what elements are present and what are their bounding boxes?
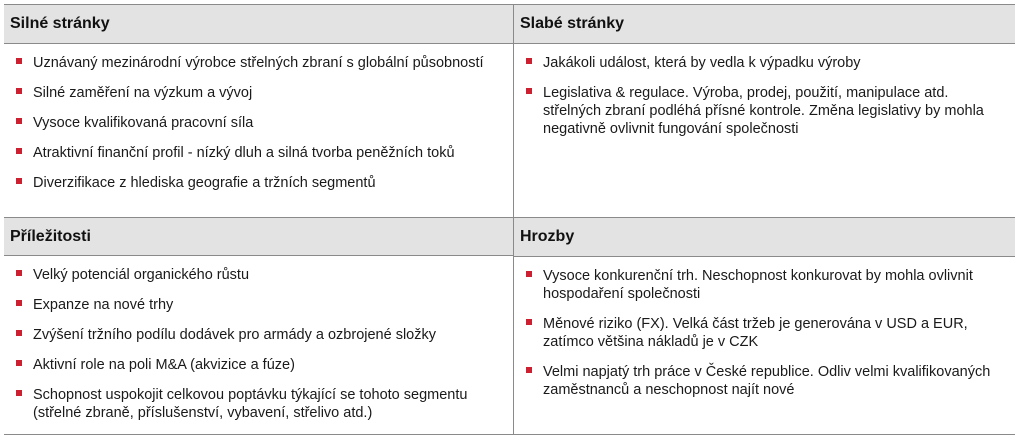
list-item — [4, 326, 513, 344]
list-item — [514, 84, 1015, 138]
list-item-text: Aktivní role na poli M&A (akvizice a fúze) — [33, 357, 295, 373]
list-item-text: Atraktivní finanční profil - nízký dluh a silná tvorba peněžních toků — [33, 145, 455, 161]
threats-cell — [513, 217, 1015, 434]
square-bullet-icon — [16, 88, 22, 94]
list-item — [4, 114, 513, 132]
square-bullet-icon — [526, 319, 532, 325]
list-item — [514, 267, 1015, 303]
list-item-text: Zvýšení tržního podílu dodávek pro armády a ozbrojené složky — [33, 327, 436, 343]
list-item-text: Expanze na nové trhy — [33, 297, 174, 313]
list-item-text: Schopnost uspokojit celkovou poptávku týkající se tohoto segmentu (střelné zbraně, příslušenství, vybavení, střelivo atd.) — [33, 387, 468, 421]
square-bullet-icon — [16, 178, 22, 184]
weaknesses-heading: Slabé stránky — [514, 4, 1015, 44]
square-bullet-icon — [16, 300, 22, 306]
opportunities-cell — [4, 217, 513, 434]
threats-heading: Hrozby — [514, 217, 1015, 257]
list-item-text: Velmi napjatý trh práce v České republice. Odliv velmi kvalifikovaných zaměstnanců a neschopnost najít nové — [543, 364, 991, 398]
list-item — [514, 315, 1015, 351]
opportunities-heading: Příležitosti — [4, 217, 513, 256]
list-item — [4, 356, 513, 374]
list-item — [4, 54, 513, 72]
weaknesses-cell — [513, 4, 1015, 217]
square-bullet-icon — [526, 88, 532, 94]
weaknesses-list — [514, 44, 1015, 150]
list-item-text: Silné zaměření na výzkum a vývoj — [33, 85, 253, 101]
opportunities-list — [4, 256, 513, 434]
swot-table — [4, 4, 1015, 435]
square-bullet-icon — [526, 271, 532, 277]
square-bullet-icon — [526, 367, 532, 373]
list-item — [4, 84, 513, 102]
list-item — [4, 144, 513, 162]
list-item-text: Diverzifikace z hlediska geografie a tržních segmentů — [33, 175, 376, 191]
square-bullet-icon — [16, 270, 22, 276]
square-bullet-icon — [16, 330, 22, 336]
list-item-text: Uznávaný mezinárodní výrobce střelných zbraní s globální působností — [33, 55, 484, 71]
list-item-text: Jakákoli událost, která by vedla k výpadku výroby — [543, 55, 861, 71]
strengths-list — [4, 44, 513, 204]
square-bullet-icon — [526, 58, 532, 64]
threats-list — [514, 257, 1015, 411]
list-item-text: Velký potenciál organického růstu — [33, 267, 250, 283]
square-bullet-icon — [16, 360, 22, 366]
square-bullet-icon — [16, 148, 22, 154]
strengths-heading: Silné stránky — [4, 4, 513, 44]
list-item — [4, 386, 513, 422]
square-bullet-icon — [16, 390, 22, 396]
list-item-text: Vysoce konkurenční trh. Neschopnost konkurovat by mohla ovlivnit hospodaření společnosti — [543, 268, 973, 302]
list-item — [4, 296, 513, 314]
list-item-text: Měnové riziko (FX). Velká část tržeb je generována v USD a EUR, zatímco většina nákladů je v CZK — [543, 316, 968, 350]
list-item — [514, 363, 1015, 399]
list-item-text: Legislativa & regulace. Výroba, prodej, použití, manipulace atd. střelných zbraní podléhá přísné kontrole. Změna legislativy by mohla negativně ovlivnit fungování společnosti — [543, 85, 984, 137]
strengths-cell — [4, 4, 513, 217]
square-bullet-icon — [16, 58, 22, 64]
list-item — [514, 54, 1015, 72]
list-item — [4, 266, 513, 284]
square-bullet-icon — [16, 118, 22, 124]
list-item — [4, 174, 513, 192]
list-item-text: Vysoce kvalifikovaná pracovní síla — [33, 115, 254, 131]
